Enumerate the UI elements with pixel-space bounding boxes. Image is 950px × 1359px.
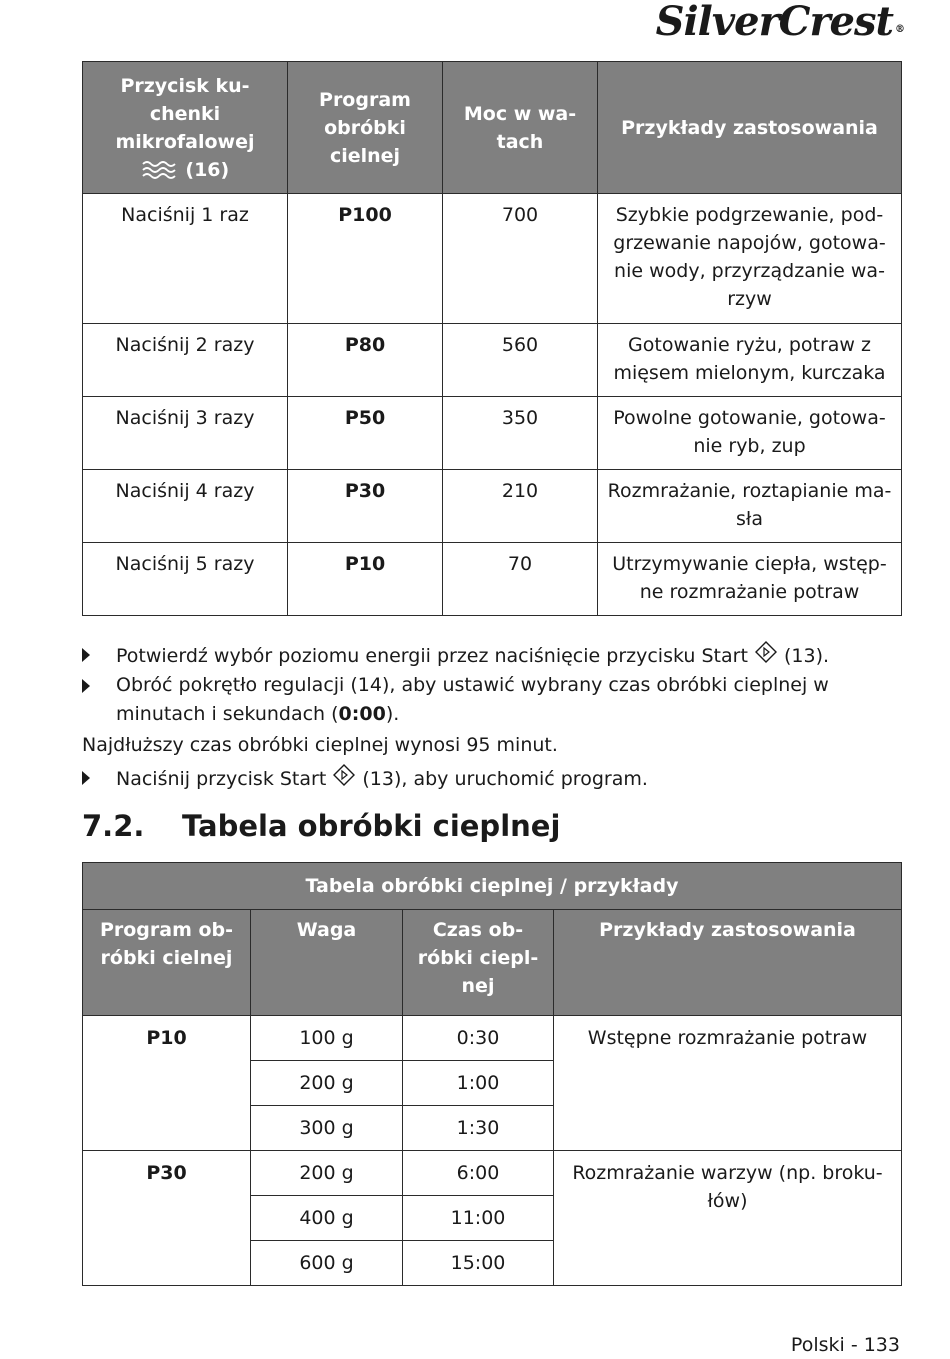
bullet-item [82, 671, 912, 729]
examples-cell: Rozmrażanie warzyw (np. broku-łów) [554, 1151, 902, 1286]
bullet-text-ref: (13). [783, 645, 830, 667]
press-cell: Naciśnij 5 razy [83, 543, 288, 616]
examples-cell: Powolne gotowanie, gotowa-nie ryb, zup [598, 397, 902, 470]
table-caption-row [83, 863, 902, 910]
weight-cell: 200 g [251, 1151, 403, 1196]
bullet-item [82, 763, 912, 794]
time-cell: 15:00 [403, 1241, 554, 1286]
bullet-text-end: ). [385, 703, 400, 725]
power-cell: 350 [443, 397, 598, 470]
table-caption: Tabela obróbki cieplnej / przykłady [83, 863, 902, 910]
heating-table [82, 862, 902, 1286]
header-program: Program obróbki cielnej [288, 62, 443, 194]
microwave-waves-icon [141, 158, 179, 182]
table-row [83, 1016, 902, 1061]
examples-cell: Utrzymywanie ciepła, wstęp-ne rozmrażanie potraw [598, 543, 902, 616]
table-row [83, 397, 902, 470]
section-heading [82, 806, 560, 846]
examples-cell: Rozmrażanie, roztapianie ma-sła [598, 470, 902, 543]
time-cell: 1:00 [403, 1061, 554, 1106]
table-row [83, 194, 902, 324]
bullet-text: Obróć pokrętło regulacji (14), aby ustawić wybrany czas obróbki cieplnej w minutach i sekundach ( [116, 674, 829, 725]
bullet-item [82, 640, 912, 671]
header-program: Program ob-róbki cielnej [83, 910, 251, 1016]
power-cell: 560 [443, 324, 598, 397]
bullet-arrow-icon [82, 771, 90, 785]
table-row [83, 470, 902, 543]
header-examples: Przykłady zastosowania [598, 62, 902, 194]
time-cell: 11:00 [403, 1196, 554, 1241]
header-power: Moc w wa-tach [443, 62, 598, 194]
table-row [83, 1151, 902, 1196]
time-cell: 0:30 [403, 1016, 554, 1061]
header-button-label: Przycisk ku-chenki mikrofalowej [115, 74, 255, 153]
start-diamond-icon [332, 763, 356, 787]
time-format-label: 0:00 [338, 703, 386, 725]
brand-logo [656, 0, 904, 44]
program-cell: P30 [83, 1151, 251, 1286]
power-cell: 210 [443, 470, 598, 543]
examples-cell: Gotowanie ryżu, potraw z mięsem mielonym, kurczaka [598, 324, 902, 397]
bullet-arrow-icon [82, 679, 90, 693]
press-cell: Naciśnij 2 razy [83, 324, 288, 397]
time-cell: 6:00 [403, 1151, 554, 1196]
weight-cell: 300 g [251, 1106, 403, 1151]
press-cell: Naciśnij 3 razy [83, 397, 288, 470]
header-examples: Przykłady zastosowania [554, 910, 902, 1016]
time-cell: 1:30 [403, 1106, 554, 1151]
header-button-ref: (16) [185, 158, 230, 181]
program-cell: P50 [288, 397, 443, 470]
start-diamond-icon [754, 640, 778, 664]
examples-cell: Szybkie podgrzewanie, pod-grzewanie napojów, gotowa-nie wody, przyrządzanie wa-rzyw [598, 194, 902, 324]
section-title: Tabela obróbki cieplnej [182, 809, 561, 843]
weight-cell: 100 g [251, 1016, 403, 1061]
table-row [83, 543, 902, 616]
header-weight: Waga [251, 910, 403, 1016]
table-header-row [83, 910, 902, 1016]
program-cell: P10 [288, 543, 443, 616]
section-number: 7.2. [82, 809, 145, 843]
weight-cell: 600 g [251, 1241, 403, 1286]
header-button [83, 62, 288, 194]
power-level-table [82, 61, 902, 616]
table-header-row [83, 62, 902, 194]
bullet-text: Potwierdź wybór poziomu energii przez naciśnięcie przycisku Start [116, 645, 748, 667]
header-time: Czas ob-róbki ciepl-nej [403, 910, 554, 1016]
program-cell: P10 [83, 1016, 251, 1151]
power-cell: 70 [443, 543, 598, 616]
table-row [83, 324, 902, 397]
bullet-text-ref: (13), aby uruchomić program. [362, 768, 648, 790]
program-cell: P30 [288, 470, 443, 543]
weight-cell: 200 g [251, 1061, 403, 1106]
registered-mark: ® [895, 24, 904, 35]
program-cell: P80 [288, 324, 443, 397]
note-text: Najdłuższy czas obróbki cieplnej wynosi 95 minut. [82, 734, 558, 756]
program-cell: P100 [288, 194, 443, 324]
examples-cell: Wstępne rozmrażanie potraw [554, 1016, 902, 1151]
instructions [82, 640, 912, 794]
weight-cell: 400 g [251, 1196, 403, 1241]
brand-name: SilverCrest [655, 0, 893, 45]
bullet-arrow-icon [82, 648, 90, 662]
press-cell: Naciśnij 1 raz [83, 194, 288, 324]
bullet-text: Naciśnij przycisk Start [116, 768, 327, 790]
page-footer: Polski - 133 [790, 1334, 900, 1356]
power-cell: 700 [443, 194, 598, 324]
press-cell: Naciśnij 4 razy [83, 470, 288, 543]
